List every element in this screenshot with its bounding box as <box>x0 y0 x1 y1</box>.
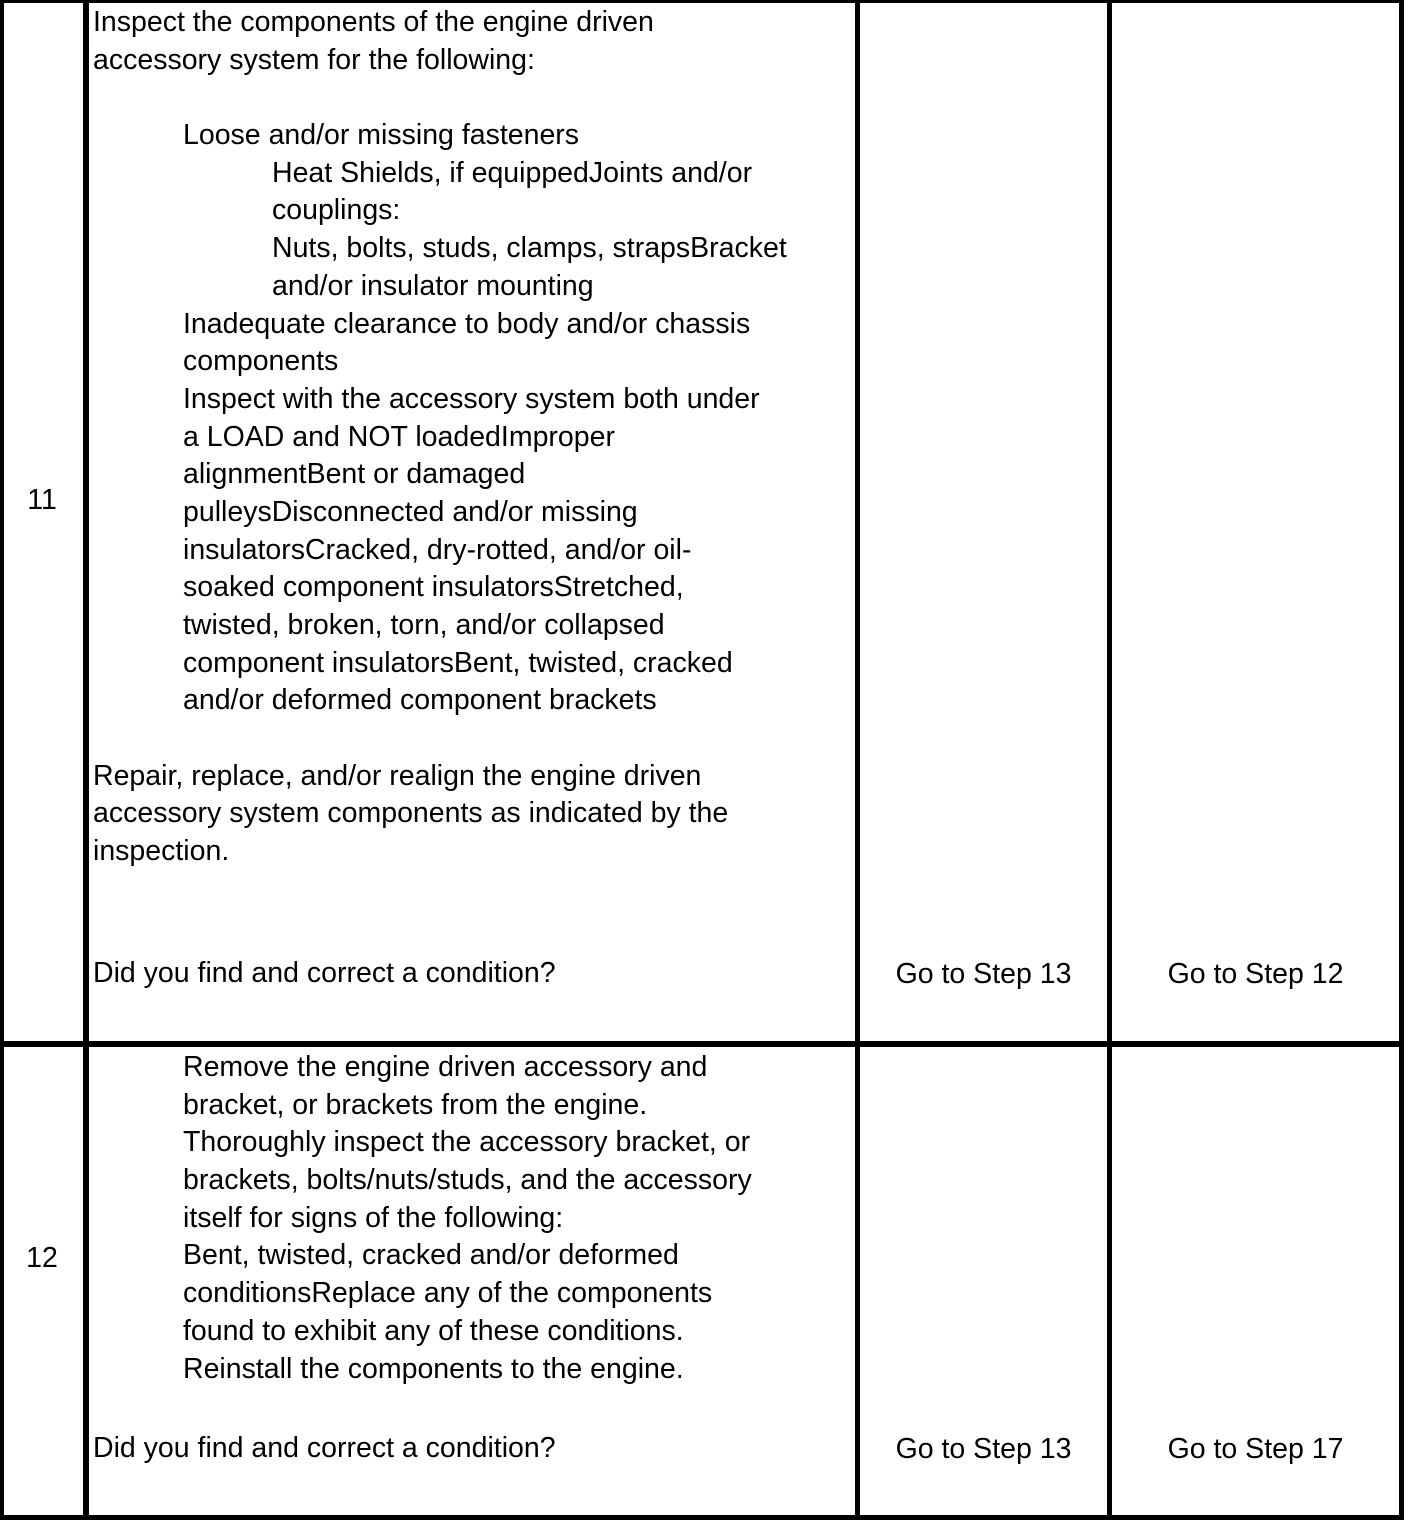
action-line: accessory system for the following: <box>93 43 535 76</box>
column-divider-action <box>855 0 860 1520</box>
column-divider-step <box>83 0 89 1520</box>
action-line: Nuts, bolts, studs, clamps, strapsBracket <box>272 232 787 265</box>
no-result: Go to Step 17 <box>1167 1433 1344 1465</box>
step-number: 12 <box>26 1242 58 1274</box>
action-line: Thoroughly inspect the accessory bracket, or <box>183 1126 751 1159</box>
action-line: components <box>183 345 339 378</box>
table-border-bottom <box>0 1515 1404 1520</box>
action-line: a LOAD and NOT loadedImproper <box>183 420 615 453</box>
yes-result: Go to Step 13 <box>895 958 1072 990</box>
action-line: Bent, twisted, cracked and/or deformed <box>183 1239 679 1272</box>
action-line: soaked component insulatorsStretched, <box>183 571 684 604</box>
yes-result: Go to Step 13 <box>895 1433 1072 1465</box>
action-line: Inadequate clearance to body and/or chassis <box>183 307 751 340</box>
table-border-top <box>0 0 1404 3</box>
action-line: Repair, replace, and/or realign the engine driven <box>93 759 702 792</box>
action-line: insulatorsCracked, dry-rotted, and/or oil- <box>183 533 692 566</box>
action-line: and/or deformed component brackets <box>183 684 657 717</box>
action-line: conditionsReplace any of the components <box>183 1277 713 1310</box>
action-line: brackets, bolts/nuts/studs, and the accessory <box>183 1164 752 1197</box>
action-line: accessory system components as indicated by the <box>93 797 729 830</box>
row-divider <box>0 1041 1404 1047</box>
action-line: and/or insulator mounting <box>272 269 594 302</box>
table-border-left <box>0 0 4 1520</box>
action-line: twisted, broken, torn, and/or collapsed <box>183 609 665 641</box>
action-line: alignmentBent or damaged <box>183 458 526 491</box>
action-line: pulleysDisconnected and/or missing <box>183 495 638 528</box>
action-line: itself for signs of the following: <box>183 1201 564 1234</box>
action-line: Reinstall the components to the engine. <box>183 1352 684 1385</box>
action-line: component insulatorsBent, twisted, cracked <box>183 646 733 679</box>
action-line: bracket, or brackets from the engine. <box>183 1088 648 1121</box>
action-text <box>93 4 787 871</box>
action-line: Loose and/or missing fasteners <box>183 119 580 152</box>
action-line: Remove the engine driven accessory and <box>183 1051 708 1083</box>
action-line: found to exhibit any of these conditions. <box>183 1314 684 1347</box>
blank-line <box>93 79 787 117</box>
action-line: Heat Shields, if equippedJoints and/or <box>272 156 753 189</box>
blank-line <box>93 720 787 758</box>
action-line: Inspect with the accessory system both under <box>183 382 760 415</box>
action-text <box>93 1049 752 1388</box>
action-line: inspection. <box>93 835 230 868</box>
question-text: Did you find and correct a condition? <box>93 1432 556 1464</box>
table-border-right <box>1399 0 1404 1520</box>
action-line: couplings: <box>272 194 401 227</box>
action-line: Inspect the components of the engine driven <box>93 6 654 38</box>
question-text: Did you find and correct a condition? <box>93 957 556 989</box>
no-result: Go to Step 12 <box>1167 958 1344 990</box>
column-divider-yes <box>1107 0 1112 1520</box>
step-number: 11 <box>27 484 57 516</box>
